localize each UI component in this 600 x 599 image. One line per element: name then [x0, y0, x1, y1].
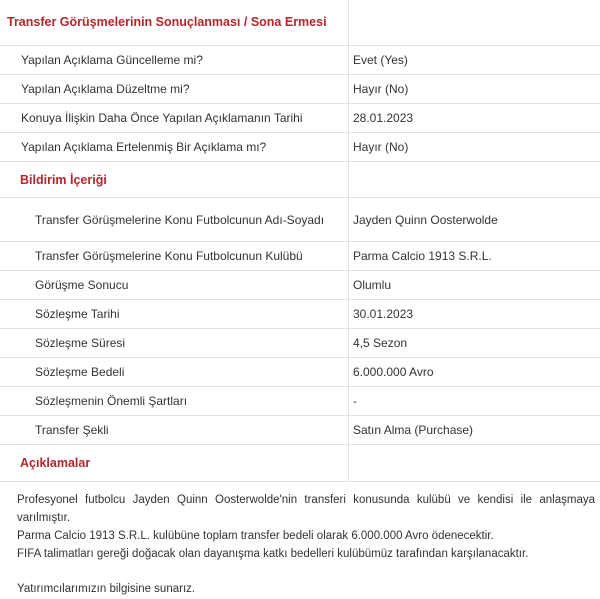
section-title-content: Bildirim İçeriği: [20, 172, 107, 187]
section-header-row: [0, 445, 600, 482]
notes-paragraph: Profesyonel futbolcu Jayden Quinn Oosterwolde'nin transferi konusunda kulübü ve kendisi ile anlaşmaya varılmıştır.: [17, 494, 595, 524]
row-label: Sözleşme Bedeli: [0, 358, 349, 386]
table-row: [0, 198, 600, 242]
row-value: 30.01.2023: [353, 307, 414, 321]
table-row: [0, 387, 600, 416]
notes-paragraph: Parma Calcio 1913 S.R.L. kulübüne toplam transfer bedeli olarak 6.000.000 Avro ödenecektir.: [17, 530, 494, 542]
title-row: [0, 0, 600, 46]
title-cell: [0, 0, 349, 45]
row-label: Sözleşme Süresi: [0, 329, 349, 357]
row-label: Görüşme Sonucu: [0, 271, 349, 299]
row-label: Yapılan Açıklama Güncelleme mi?: [0, 46, 349, 74]
table-row: [0, 46, 600, 75]
row-value: 4,5 Sezon: [353, 336, 408, 350]
row-value: Hayır (No): [353, 82, 409, 96]
row-value: Jayden Quinn Oosterwolde: [353, 212, 498, 227]
section-header-cell: [0, 445, 349, 481]
section-title-notes: Açıklamalar: [20, 456, 91, 470]
table-row: [0, 329, 600, 358]
table-row: [0, 271, 600, 300]
title-empty-cell: [349, 0, 600, 45]
row-label: Transfer Şekli: [0, 416, 349, 444]
row-label: Yapılan Açıklama Düzeltme mi?: [0, 75, 349, 103]
row-value: 28.01.2023: [353, 111, 414, 125]
row-label: Transfer Görüşmelerine Konu Futbolcunun Adı-Soyadı: [0, 198, 349, 241]
table-row: [0, 358, 600, 387]
row-value: Evet (Yes): [353, 53, 408, 67]
row-value: -: [353, 394, 357, 408]
section-header-empty-cell: [349, 162, 600, 197]
table-row: [0, 416, 600, 445]
table-row: [0, 75, 600, 104]
row-value: Parma Calcio 1913 S.R.L.: [353, 249, 492, 263]
row-value: 6.000.000 Avro: [353, 365, 434, 379]
notes-paragraph: FIFA talimatları gereği doğacak olan dayanışma katkı bedelleri kulübümüz tarafından karşılanacaktır.: [17, 548, 529, 560]
notes-paragraph: Yatırımcılarımızın bilgisine sunarız.: [17, 583, 196, 595]
table-row: [0, 104, 600, 133]
table-row: [0, 133, 600, 162]
notes-body: [17, 491, 595, 598]
row-value: Olumlu: [353, 278, 392, 292]
row-label: Transfer Görüşmelerine Konu Futbolcunun Kulübü: [0, 242, 349, 270]
row-label: Konuya İlişkin Daha Önce Yapılan Açıklamanın Tarihi: [0, 104, 349, 132]
row-label: Yapılan Açıklama Ertelenmiş Bir Açıklama mı?: [0, 133, 349, 161]
table-row: [0, 300, 600, 329]
table-row: [0, 242, 600, 271]
row-value: Satın Alma (Purchase): [353, 423, 474, 437]
page-title: Transfer Görüşmelerinin Sonuçlanması / Sona Ermesi: [7, 15, 327, 29]
section-header-row: [0, 162, 600, 198]
section-header-cell: [0, 162, 349, 197]
section-header-empty-cell: [349, 445, 600, 481]
row-value: Hayır (No): [353, 140, 409, 154]
row-label: Sözleşme Tarihi: [0, 300, 349, 328]
row-label: Sözleşmenin Önemli Şartları: [0, 387, 349, 415]
